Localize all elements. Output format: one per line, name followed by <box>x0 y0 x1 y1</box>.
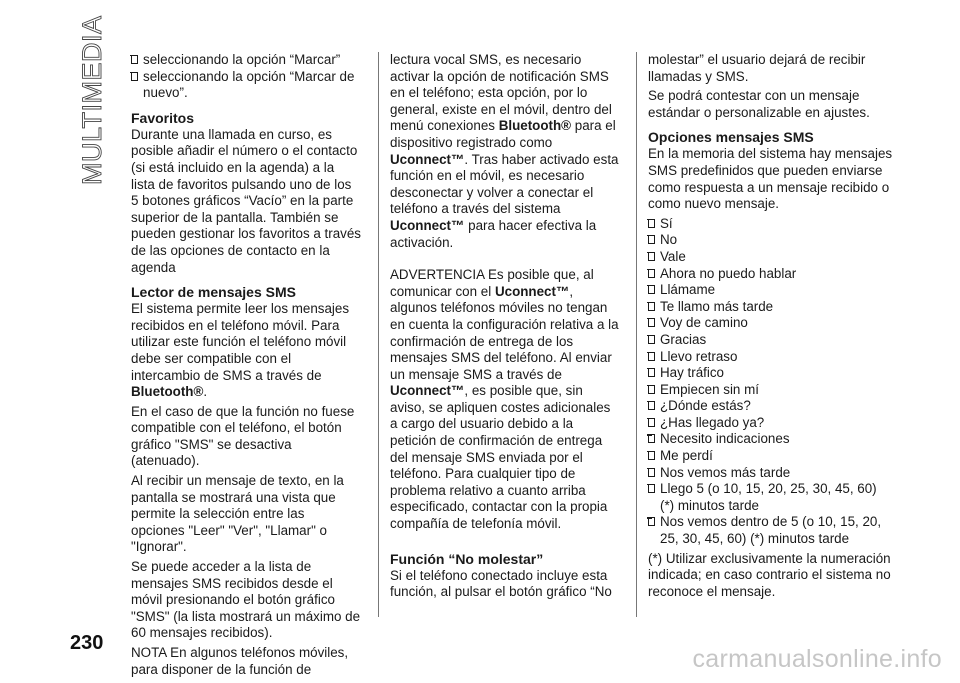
paragraph-recibir-mensaje: Al recibir un mensaje de texto, en la pantalla se mostrará una vista que permite la selección entre las opciones "Leer" "Ver", "Llamar" o "Ignorar". <box>131 473 344 555</box>
checkbox-bullet-icon <box>648 352 655 361</box>
checkbox-bullet-icon <box>648 517 655 526</box>
paragraph-favoritos: Durante una llamada en curso, es posible añadir el número o el contacto (si está incluido en la agenda) a la lista de favoritos pulsando uno de los 5 botones gráficos “Vacío” en la parte superior de la pantalla. También se pueden gestionar los favoritos a través de las opciones de contacto en la agenda <box>131 126 362 275</box>
paragraph-lector-sms: El sistema permite leer los mensajes recibidos en el teléfono móvil. Para utilizar este función el teléfono móvil debe ser compatible con el intercambio de SMS a través de Bluetooth®. <box>131 301 350 400</box>
sms-messages-list <box>648 216 893 548</box>
watermark-text: carmanualsonline.info <box>692 645 942 673</box>
list-item: No <box>648 232 893 249</box>
checkbox-bullet-icon <box>648 302 655 311</box>
checkbox-bullet-icon <box>648 335 655 344</box>
checkbox-bullet-icon <box>648 418 655 427</box>
checkbox-bullet-icon <box>131 55 138 64</box>
list-item: Voy de camino <box>648 315 893 332</box>
heading-no-molestar: Función “No molestar” <box>390 550 544 567</box>
section-title-multimedia: MULTIMEDIA <box>77 15 107 185</box>
list-item: Hay tráfico <box>648 365 893 382</box>
list-item <box>131 69 361 102</box>
heading-favoritos: Favoritos <box>131 109 195 126</box>
heading-opciones-sms: Opciones mensajes SMS <box>648 129 814 146</box>
column-divider <box>636 52 637 617</box>
checkbox-bullet-icon <box>648 468 655 477</box>
checkbox-bullet-icon <box>648 451 655 460</box>
list-item: Me perdí <box>648 448 893 465</box>
checkbox-bullet-icon <box>648 269 655 278</box>
list-item: ¿Has llegado ya? <box>648 415 893 432</box>
checkbox-bullet-icon <box>648 285 655 294</box>
column-divider <box>378 52 379 617</box>
paragraph-acceder-lista: Se puede acceder a la lista de mensajes SMS recibidos desde el móvil presionando el botón gráfico "SMS" (la lista mostrará un máximo de 60 mensajes recibidos). <box>131 559 361 641</box>
checkbox-bullet-icon <box>648 484 655 493</box>
paragraph-no-molestar: Si el teléfono conectado incluye esta función, al pulsar el botón gráfico “No <box>390 567 612 600</box>
paragraph-no-molestar-cont: molestar” el usuario dejará de recibir llamadas y SMS. <box>648 52 866 84</box>
list-item: Vale <box>648 249 893 266</box>
column-1 <box>131 52 361 681</box>
checkbox-bullet-icon <box>648 252 655 261</box>
checkbox-bullet-icon <box>648 401 655 410</box>
list-item: Nos vemos dentro de 5 (o 10, 15, 20, 25, 30, 45, 60) (*) minutos tarde <box>648 514 893 547</box>
paragraph-advertencia: ADVERTENCIA Es posible que, al comunicar con el Uconnect™, algunos teléfonos móviles no tengan en cuenta la configuración relativa a la confirmación de entrega de los mensajes SMS del teléfono. Al enviar un mensaje SMS a través de Uconnect™, es posible que, sin aviso, se apliquen costes adicionales a cargo del usuario debido a la petición de confirmación de entrega del mensaje SMS enviada por el teléfono. Para cualquier tipo de problema relativo a cuanto arriba especificado, contactar con la propia compañía de telefonía móvil. <box>390 267 619 532</box>
paragraph-utilizar: (*) Utilizar exclusivamente la numeración indicada; en caso contrario el sistema no reconoce el mensaje. <box>648 550 891 599</box>
checkbox-bullet-icon <box>648 235 655 244</box>
list-item: Gracias <box>648 332 893 349</box>
checkbox-bullet-icon <box>648 434 655 443</box>
list-item: Llevo retraso <box>648 349 893 366</box>
list-item-text: seleccionando la opción “Marcar” <box>143 52 341 67</box>
column-3 <box>648 52 893 603</box>
list-item: Llámame <box>648 282 893 299</box>
checkbox-bullet-icon <box>131 72 138 81</box>
heading-lector-sms: Lector de mensajes SMS <box>131 284 296 301</box>
checkbox-bullet-icon <box>648 368 655 377</box>
list-item: Llego 5 (o 10, 15, 20, 25, 30, 45, 60) (*) minutos tarde <box>648 481 893 514</box>
paragraph-contestar: Se podrá contestar con un mensaje estándar o personalizable en ajustes. <box>648 88 870 120</box>
list-item: Ahora no puedo hablar <box>648 266 893 283</box>
list-item: Necesito indicaciones <box>648 431 893 448</box>
list-item-text: seleccionando la opción “Marcar de nuevo”. <box>143 68 355 101</box>
checkbox-bullet-icon <box>648 318 655 327</box>
paragraph-memoria: En la memoria del sistema hay mensajes SMS predefinidos que pueden enviarse como respuesta a un mensaje recibido o como nuevo mensaje. <box>648 146 893 212</box>
list-item: Empiecen sin mí <box>648 382 893 399</box>
list-item: Sí <box>648 216 893 233</box>
column-2 <box>390 52 620 604</box>
checkbox-bullet-icon <box>648 385 655 394</box>
paragraph-nota: NOTA En algunos teléfonos móviles, para disponer de la función de <box>131 645 349 677</box>
list-item: ¿Dónde estás? <box>648 398 893 415</box>
page-number: 230 <box>70 632 104 654</box>
list-item: Nos vemos más tarde <box>648 465 893 482</box>
paragraph-no-compatible: En el caso de que la función no fuese compatible con el teléfono, el botón gráfico "SMS" se desactiva (atenuado). <box>131 403 355 469</box>
list-item <box>131 52 361 69</box>
checkbox-bullet-icon <box>648 219 655 228</box>
paragraph-lectura-vocal: lectura vocal SMS, es necesario activar la opción de notificación SMS en el teléfono; esta opción, por lo general, existe en el móvil, dentro del menú conexiones Bluetooth® para el dispositivo registrado como Uconnect™. Tras haber activado esta función en el móvil, es necesario desconectar y volver a conectar el teléfono a través del sistema Uconnect™ para hacer efectiva la activación. <box>390 52 619 250</box>
list-item: Te llamo más tarde <box>648 299 893 316</box>
